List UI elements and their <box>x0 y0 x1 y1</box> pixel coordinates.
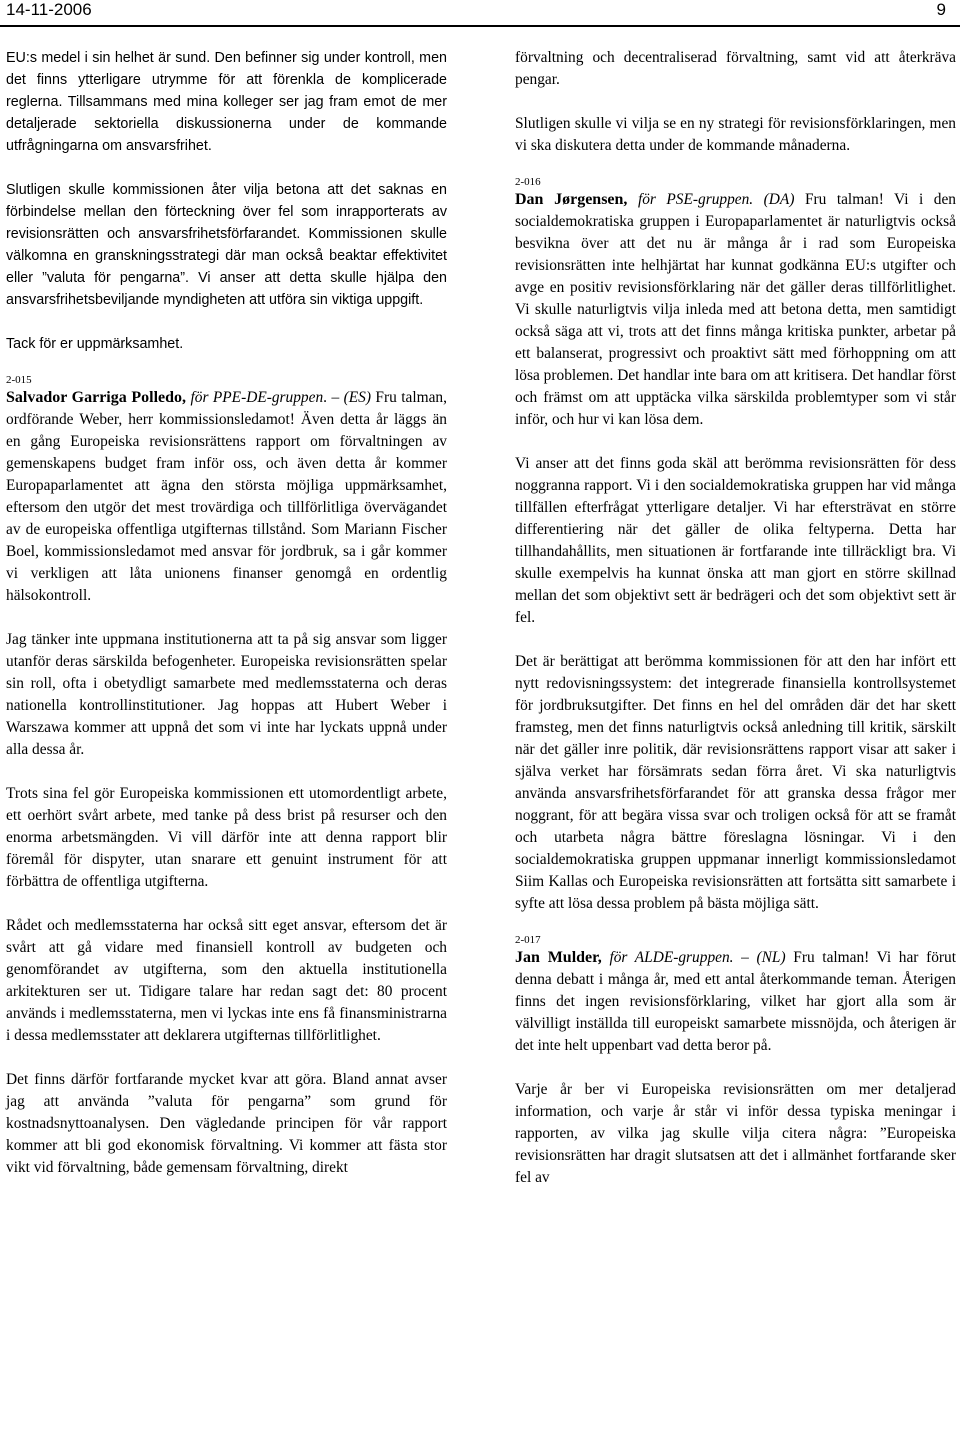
speaker-group: för PSE-gruppen. <box>637 191 754 208</box>
language-code: (NL) <box>756 949 786 966</box>
speaker-name: Salvador Garriga Polledo, <box>6 389 187 406</box>
paragraph: Tack för er uppmärksamhet. <box>6 336 184 352</box>
page-number: 9 <box>936 0 946 19</box>
language-code: (ES) <box>343 389 371 406</box>
left-column <box>6 47 447 1179</box>
speech-number: 2-017 <box>515 934 541 946</box>
speech-text: Fru talman, ordförande Weber, herr kommissionsledamot! Även detta år läggs än en gång Europeiska revisionsrättens rapport om förvaltningen av gemenskapens budget fram inför oss, och även detta år kommer Europaparlamentet att ägna den största möjliga uppmärksamhet, eftersom den utgör det mest trovärdiga och tillförlitliga övervägandet av de europeiska offentliga utgifternas tillstånd. Som Mariann Fischer Boel, kommissionsledamot med ansvar för jordbruk, sa i går kommer vi verkligen att låta unionens finanser genomgå en ordentlig hälsokontroll. <box>6 389 447 604</box>
speech-number: 2-015 <box>6 374 32 386</box>
speech <box>515 947 956 1057</box>
paragraph: Slutligen skulle kommissionen åter vilja betona att det saknas en förbindelse mellan den förteckning över fel som inrapporterats av revisionsrätten och ansvarsfrihetsförfarandet. Kommissionen skulle välkomna en granskningsstrategi där man också beaktar effektivitet eller ”valuta för pengarna”. Vi anser att detta skulle hjälpa den ansvarsfrihetsbeviljande myndigheten att utföra sin viktiga uppgift. <box>6 182 447 308</box>
speaker-name: Dan Jørgensen, <box>515 191 628 208</box>
paragraph: Det är berättigat att berömma kommissionen för att den har infört ett nytt redovisningssystem: det integrerade finansiella kontrollsystemet för jordbruksutgifter. Det finns en hel del områden där det har skett framsteg, men det finns naturligtvis också anledning till kritik, särskilt när det gäller inre politik, där revisionsrättens rapport visar att saker i själva verket har försämrats sedan förra året. Vi ska naturligtvis använda ansvarsfrihetsförfarandet för att granska dessa frågor mer noggrant, för att begära vissa svar och troligen också för att se framåt och utarbeta några bättre föreslagna lösningar. Vi i den socialdemokratiska gruppen uppmanar innerligt kommissionsledamot Siim Kallas och Europeiska revisionsrätten att fortsätta sitt samarbete i syfte att lösa dessa problem på bästa möjliga sätt. <box>515 653 956 912</box>
paragraph: Varje år ber vi Europeiska revisionsrätten om mer detaljerad information, och varje år står vi inför dessa typiska meningar i rapporten, av vilka jag skulle vilja citera några: ”Europeiska revisionsrätten har dragit slutsatsen att det i allmänhet fortfarande sker fel av <box>515 1081 956 1186</box>
speaker-group: för ALDE-gruppen. <box>609 949 734 966</box>
speech <box>515 189 956 431</box>
speaker-group: för PPE-DE-gruppen <box>190 389 324 406</box>
paragraph: förvaltning och decentraliserad förvaltning, samt vid att återkräva pengar. <box>515 49 956 88</box>
header-rule <box>0 25 960 27</box>
speech-text: Fru talman! Vi i den socialdemokratiska gruppen i Europaparlamentet är naturligtvis också besvikna över att det nu är många år i rad som Europeiska revisionsrätten inte helhjärtat har kunnat godkänna EU:s utgifter och avge en positiv revisionsförklaring när det gäller deras tillförlitlighet. Vi skulle naturligtvis vilja inleda med att betona detta, men samtidigt också säga att vi, trots att det finns många kritiska punkter, arbetar på ett balanserat, progressivt och proaktivt sätt med förhoppning om att lösa problemen. Det handlar inte bara om att kritisera. Det handlar först och främst om att upptäcka vilka särskilda problemtyper som vi står inför, och hur vi kan lösa dem. <box>515 191 956 428</box>
speech-separator: – <box>741 949 749 966</box>
paragraph: Vi anser att det finns goda skäl att berömma revisionsrätten för dess noggranna rapport. Vi i den socialdemokratiska gruppen har vid många tillfällen efterfrågat ytterligare detaljer. Vi har eftersträvat en större differentiering när det gäller de olika feltyperna. Detta har tillhandahållits, men situationen är fortfarande inte tillräckligt bra. Vi skulle exempelvis ha kunnat önska att man gjort en större skillnad mellan det som objektivt sett är bedrägeri och det som objektivt sett är fel. <box>515 455 956 626</box>
speaker-name: Jan Mulder, <box>515 949 602 966</box>
paragraph: Jag tänker inte uppmana institutionerna att ta på sig ansvar som ligger utanför deras särskilda befogenheter. Europeiska revisionsrätten spelar sin roll, ofta i obetydligt samarbete med medlemsstaterna och deras nationella kontrollinstitutioner. Jag hoppas att Hubert Weber i Warszawa kommer att uppnå det som vi inte har lyckats uppnå under alla dessa år. <box>6 631 447 758</box>
speech-text: Fru talman! Vi har förut denna debatt i många år, med ett antal återkommande teman. Återigen finns det ingen revisionsförklaring, vilket har gjort alla som är välvilligt inställda till europeiskt samarbete missnöjda, och återigen är det inte helt uppenbart vad detta beror på. <box>515 949 956 1054</box>
paragraph: Trots sina fel gör Europeiska kommissionen ett utomordentligt arbete, ett oerhört svårt arbete, med tanke på dess brist på resurser och den enorma arbetsmängden. Vi vill därför inte att denna rapport blir föremål för dispyter, utan snarare ett genuint instrument för att förbättra de offentliga utgifterna. <box>6 785 447 890</box>
speech-separator: . – <box>323 389 340 406</box>
page-header <box>0 0 960 26</box>
speech <box>6 387 447 607</box>
paragraph: EU:s medel i sin helhet är sund. Den befinner sig under kontroll, men det finns ytterligare utrymme för att förenkla de komplicerade reglerna. Tillsammans med mina kolleger ser jag fram emot de mer detaljerade sektoriella diskussionerna under de kommande utfrågningarna om ansvarsfrihet. <box>6 50 447 154</box>
speech-number: 2-016 <box>515 176 541 188</box>
paragraph: Rådet och medlemsstaterna har också sitt eget ansvar, eftersom det är svårt att gå vidare med finansiell kontroll av budgeten och genomförandet av utgifterna, som den aktuella institutionella arkitekturen ser ut. Tidigare talare har redan sagt det: 80 procent används i medlemsstaterna, men vi lyckas inte ens få finansministrarna i dessa medlemsstater att deklarera utgifternas tillförlitlighet. <box>6 917 447 1044</box>
paragraph: Slutligen skulle vi vilja se en ny strategi för revisionsförklaringen, men vi ska diskutera detta under de kommande månaderna. <box>515 115 956 154</box>
language-code: (DA) <box>763 191 795 208</box>
right-column <box>515 47 956 1189</box>
header-date: 14-11-2006 <box>6 0 92 19</box>
paragraph: Det finns därför fortfarande mycket kvar att göra. Bland annat avser jag att använda ”valuta för pengarna” som grund för kostnadsnyttoanalysen. Den vägledande principen för vår rapport kommer att bli god ekonomisk förvaltning. Vi kommer att fästa stor vikt vid förvaltning, både gemensam förvaltning, direkt <box>6 1071 447 1176</box>
